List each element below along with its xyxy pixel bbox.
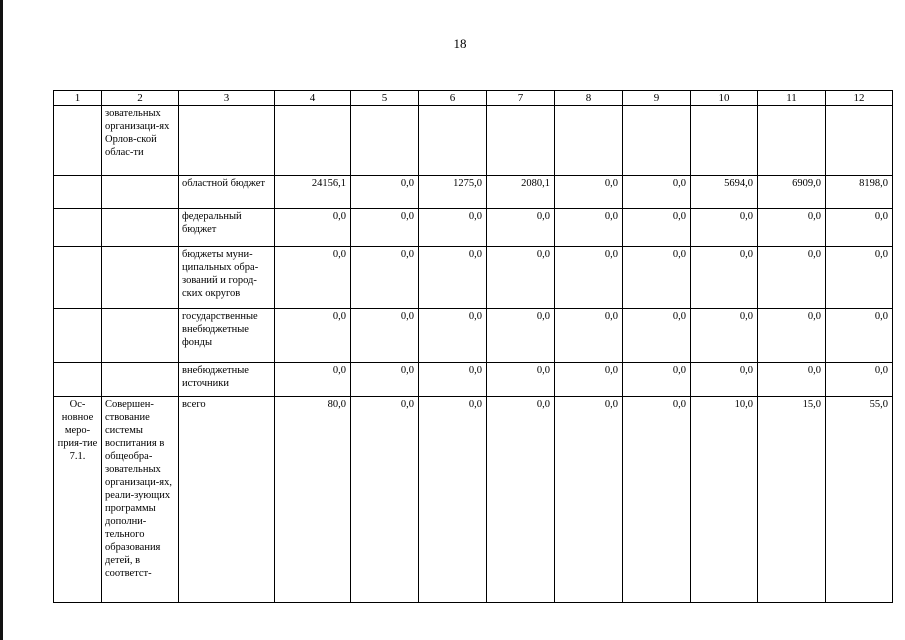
funding-source-cell: федеральный бюджет <box>179 209 275 247</box>
event-number-cell <box>54 309 102 363</box>
page-left-edge <box>0 0 3 640</box>
value-cell: 5694,0 <box>691 176 758 209</box>
header-cell: 4 <box>275 91 351 106</box>
value-cell: 0,0 <box>419 247 487 309</box>
funding-source-cell: внебюджетные источники <box>179 363 275 397</box>
event-name-cell <box>102 363 179 397</box>
value-cell <box>623 106 691 176</box>
value-cell: 8198,0 <box>826 176 893 209</box>
table-row <box>54 106 893 176</box>
event-number-cell <box>54 176 102 209</box>
value-cell: 0,0 <box>487 363 555 397</box>
value-cell: 1275,0 <box>419 176 487 209</box>
value-cell: 0,0 <box>691 363 758 397</box>
table-row <box>54 397 893 603</box>
value-cell: 0,0 <box>419 363 487 397</box>
value-cell: 55,0 <box>826 397 893 603</box>
value-cell: 0,0 <box>826 309 893 363</box>
value-cell: 0,0 <box>351 397 419 603</box>
value-cell: 0,0 <box>351 309 419 363</box>
value-cell: 0,0 <box>826 209 893 247</box>
value-cell <box>351 106 419 176</box>
header-cell: 5 <box>351 91 419 106</box>
header-cell: 9 <box>623 91 691 106</box>
value-cell <box>826 106 893 176</box>
event-name-cell <box>102 247 179 309</box>
funding-source-cell <box>179 106 275 176</box>
event-number-cell <box>54 106 102 176</box>
value-cell <box>487 106 555 176</box>
value-cell: 24156,1 <box>275 176 351 209</box>
table-row <box>54 363 893 397</box>
value-cell: 0,0 <box>758 247 826 309</box>
table-row <box>54 309 893 363</box>
header-cell: 3 <box>179 91 275 106</box>
event-name-cell <box>102 309 179 363</box>
funding-source-cell: государственные внебюджетные фонды <box>179 309 275 363</box>
event-name-cell: зовательных организаци-ях Орлов-ской облас-ти <box>102 106 179 176</box>
value-cell: 0,0 <box>758 363 826 397</box>
table-header-row <box>54 91 893 106</box>
value-cell: 0,0 <box>555 397 623 603</box>
funding-source-cell: областной бюджет <box>179 176 275 209</box>
value-cell: 0,0 <box>351 209 419 247</box>
value-cell: 0,0 <box>691 209 758 247</box>
value-cell: 0,0 <box>275 209 351 247</box>
header-cell: 2 <box>102 91 179 106</box>
value-cell: 0,0 <box>351 247 419 309</box>
value-cell: 6909,0 <box>758 176 826 209</box>
header-cell: 11 <box>758 91 826 106</box>
budget-table <box>53 90 893 603</box>
value-cell <box>555 106 623 176</box>
header-cell: 1 <box>54 91 102 106</box>
value-cell: 0,0 <box>487 247 555 309</box>
value-cell: 0,0 <box>623 397 691 603</box>
event-name-cell <box>102 209 179 247</box>
value-cell: 0,0 <box>555 209 623 247</box>
value-cell: 0,0 <box>275 247 351 309</box>
value-cell: 0,0 <box>275 363 351 397</box>
value-cell: 0,0 <box>555 247 623 309</box>
value-cell: 0,0 <box>419 309 487 363</box>
value-cell: 0,0 <box>351 363 419 397</box>
header-cell: 12 <box>826 91 893 106</box>
value-cell <box>758 106 826 176</box>
value-cell: 0,0 <box>487 209 555 247</box>
value-cell: 0,0 <box>487 309 555 363</box>
event-number-cell <box>54 209 102 247</box>
value-cell: 0,0 <box>691 309 758 363</box>
value-cell: 0,0 <box>826 247 893 309</box>
table-row <box>54 209 893 247</box>
value-cell: 0,0 <box>555 176 623 209</box>
value-cell: 0,0 <box>623 309 691 363</box>
value-cell: 2080,1 <box>487 176 555 209</box>
event-name-cell: Совершен-ствование системы воспитания в общеобра-зовательных организаци-ях, реали-зующих программы дополни-тельного образования детей, в соответст- <box>102 397 179 603</box>
value-cell: 10,0 <box>691 397 758 603</box>
table-row <box>54 176 893 209</box>
value-cell: 0,0 <box>691 247 758 309</box>
funding-source-cell: бюджеты муни-ципальных обра-зований и город-ских округов <box>179 247 275 309</box>
value-cell <box>419 106 487 176</box>
value-cell: 0,0 <box>623 363 691 397</box>
value-cell: 0,0 <box>555 363 623 397</box>
value-cell: 0,0 <box>419 397 487 603</box>
value-cell: 0,0 <box>555 309 623 363</box>
value-cell: 0,0 <box>758 209 826 247</box>
page-number: 18 <box>453 36 467 51</box>
value-cell: 15,0 <box>758 397 826 603</box>
value-cell: 80,0 <box>275 397 351 603</box>
value-cell: 0,0 <box>623 176 691 209</box>
value-cell: 0,0 <box>623 209 691 247</box>
value-cell <box>275 106 351 176</box>
value-cell: 0,0 <box>419 209 487 247</box>
value-cell: 0,0 <box>758 309 826 363</box>
event-number-cell <box>54 363 102 397</box>
value-cell: 0,0 <box>487 397 555 603</box>
value-cell: 0,0 <box>275 309 351 363</box>
value-cell <box>691 106 758 176</box>
value-cell: 0,0 <box>351 176 419 209</box>
table-row <box>54 247 893 309</box>
value-cell: 0,0 <box>826 363 893 397</box>
header-cell: 10 <box>691 91 758 106</box>
value-cell: 0,0 <box>623 247 691 309</box>
header-cell: 8 <box>555 91 623 106</box>
event-name-cell <box>102 176 179 209</box>
event-number-cell: Ос-новное меро-прия-тие 7.1. <box>54 397 102 603</box>
header-cell: 6 <box>419 91 487 106</box>
event-number-cell <box>54 247 102 309</box>
header-cell: 7 <box>487 91 555 106</box>
funding-source-cell: всего <box>179 397 275 603</box>
